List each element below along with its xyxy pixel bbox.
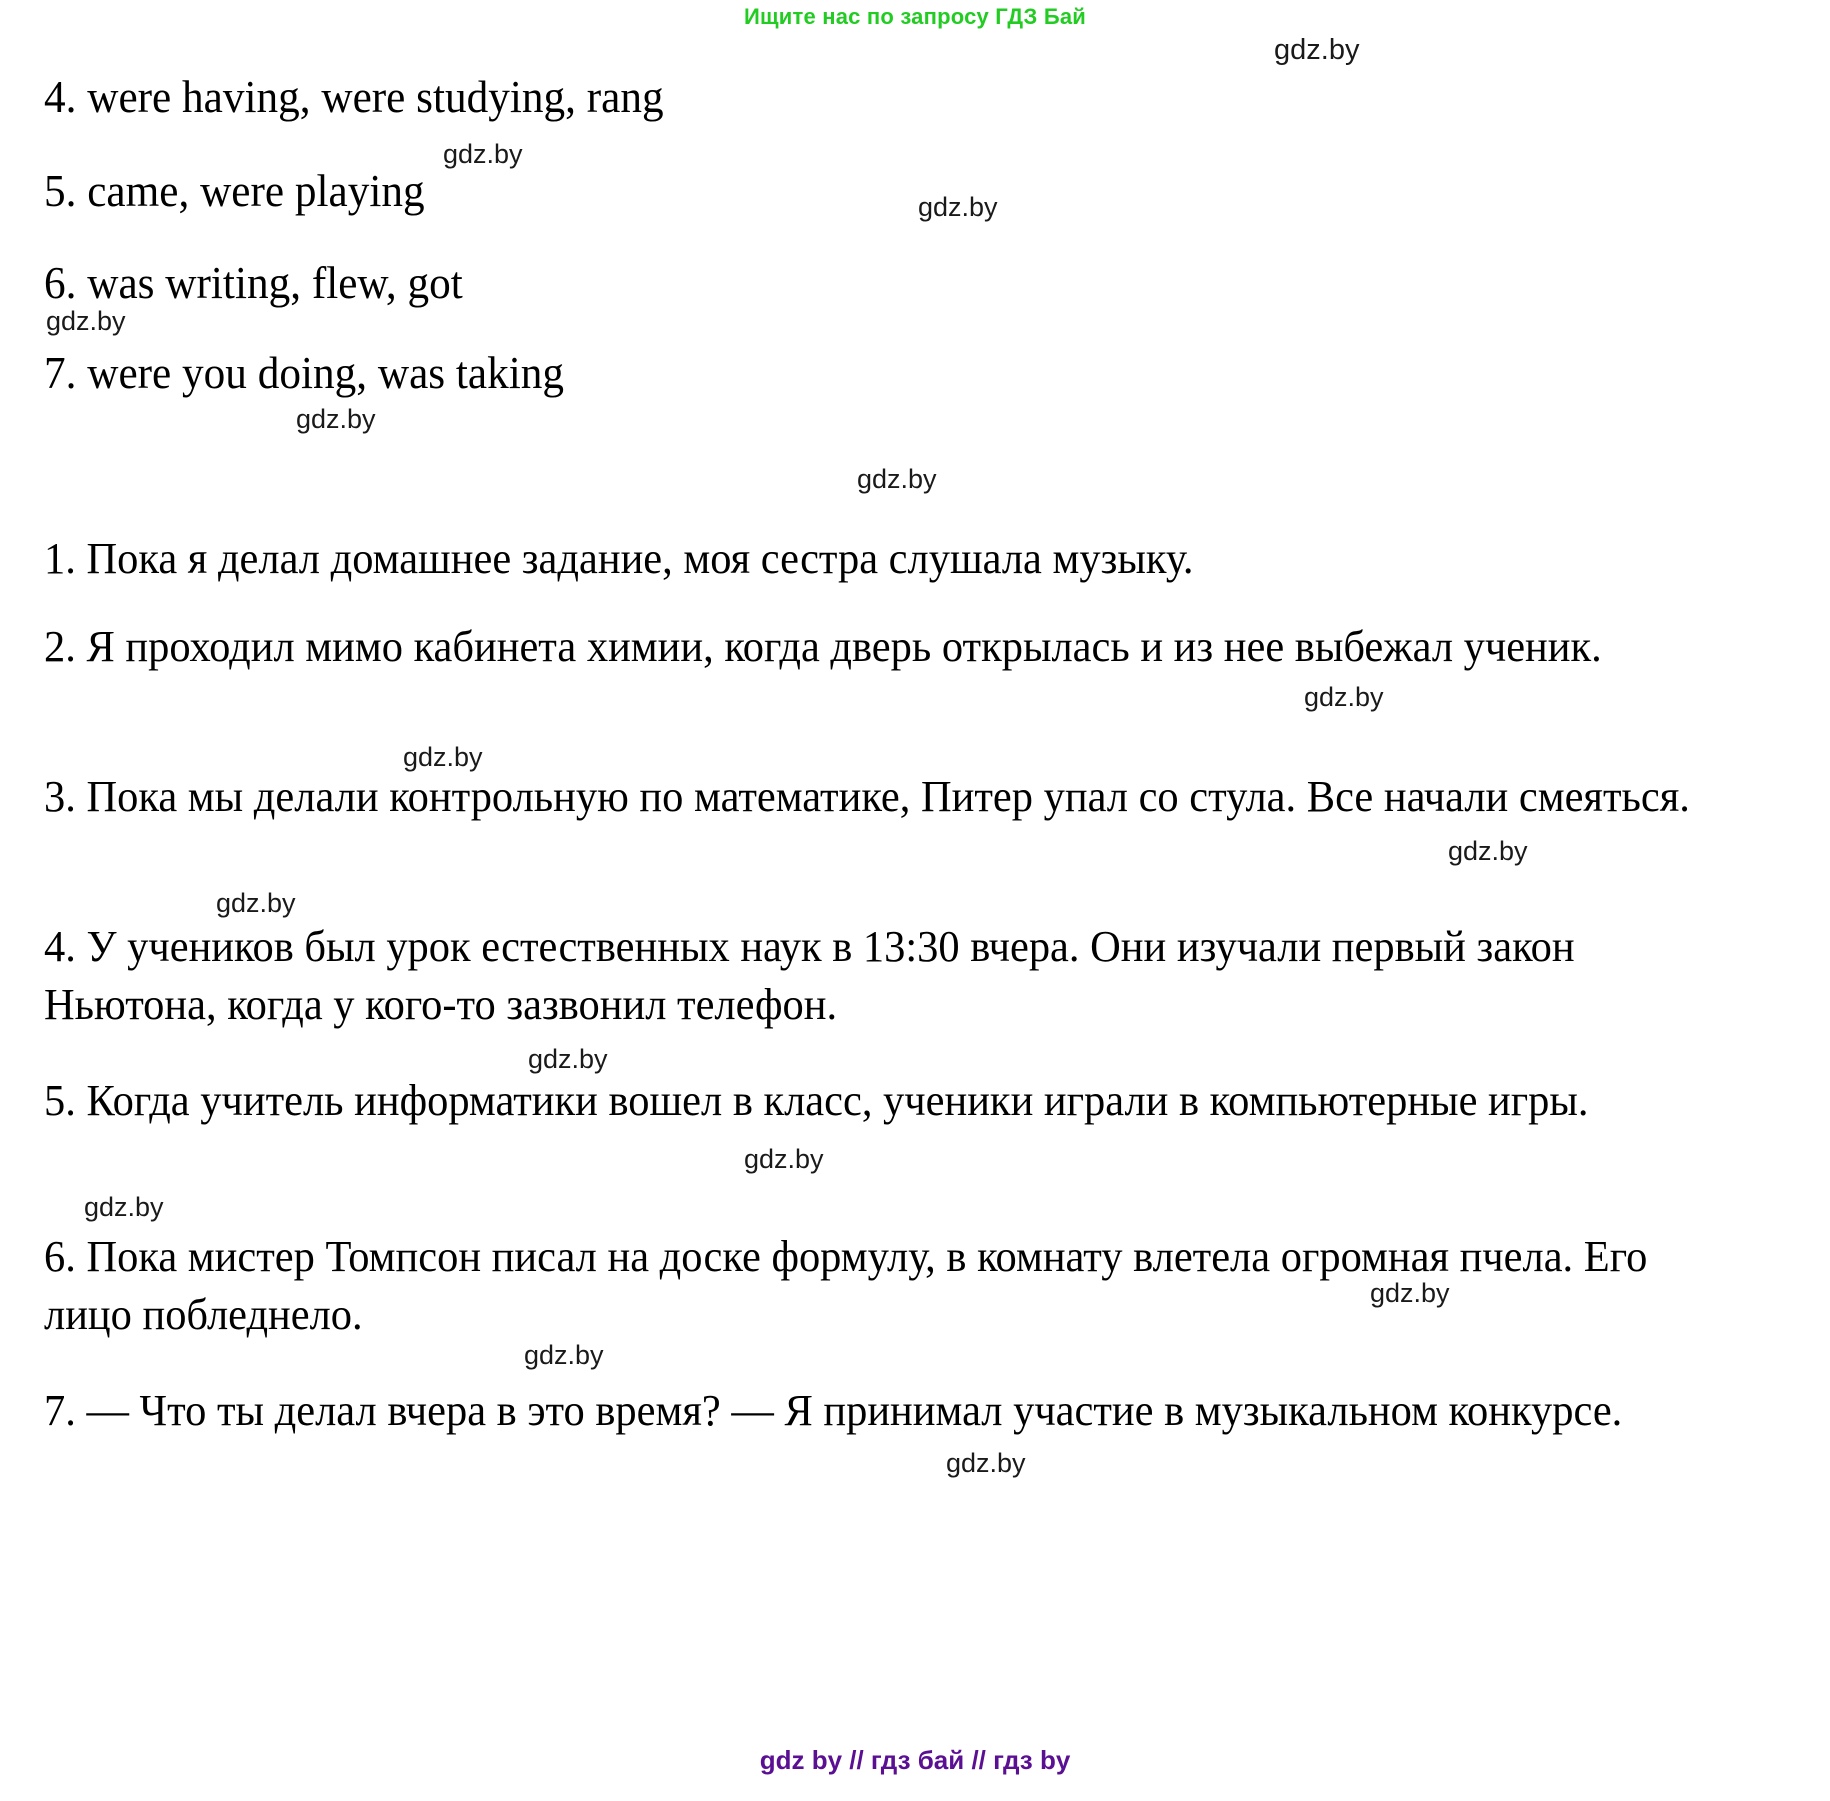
watermark: gdz.by xyxy=(296,404,376,434)
russian-translation-4: 4. У учеников был урок естественных наук в 13:30 вчера. Они изучали первый закон Ньютона, когда у кого-то зазвонил телефон. xyxy=(44,922,1575,1030)
english-answer-6: 6. was writing, flew, got xyxy=(44,257,463,308)
watermark: gdz.by xyxy=(46,306,126,336)
watermark: gdz.by xyxy=(918,192,998,222)
watermark: gdz.by xyxy=(216,888,296,918)
russian-translation-2: 2. Я проходил мимо кабинета химии, когда дверь открылась и из нее выбежал ученик. xyxy=(44,622,1602,671)
english-answer-7: 7. were you doing, was taking xyxy=(44,347,564,398)
watermark: gdz.by xyxy=(1448,836,1528,866)
watermark: gdz.by xyxy=(524,1340,604,1370)
watermark: gdz.by xyxy=(403,742,483,772)
watermark: gdz.by xyxy=(1304,682,1384,712)
russian-translation-3: 3. Пока мы делали контрольную по математике, Питер упал со стула. Все начали смеяться. xyxy=(44,772,1690,821)
watermark: gdz.by xyxy=(443,139,523,169)
watermark: gdz.by xyxy=(1370,1278,1450,1308)
watermark: gdz.by xyxy=(528,1044,608,1074)
watermark: gdz.by xyxy=(744,1144,824,1174)
footer-branding: gdz by // гдз бай // гдз by xyxy=(759,1745,1071,1775)
russian-translation-5: 5. Когда учитель информатики вошел в класс, ученики играли в компьютерные игры. xyxy=(44,1076,1589,1125)
english-answer-5: 5. came, were playing xyxy=(44,165,425,216)
watermark: gdz.by xyxy=(1274,34,1360,66)
watermark: gdz.by xyxy=(84,1192,164,1222)
russian-translation-7: 7. — Что ты делал вчера в это время? — Я принимал участие в музыкальном конкурсе. xyxy=(44,1386,1623,1435)
russian-translation-6: 6. Пока мистер Томпсон писал на доске формулу, в комнату влетела огромная пчела. Его лицо побледнело. xyxy=(44,1232,1648,1340)
english-answer-4: 4. were having, were studying, rang xyxy=(44,71,664,122)
promo-banner: Ищите нас по запросу ГДЗ Бай xyxy=(743,4,1086,29)
watermark: gdz.by xyxy=(857,464,937,494)
russian-translation-1: 1. Пока я делал домашнее задание, моя сестра слушала музыку. xyxy=(44,534,1194,583)
watermark: gdz.by xyxy=(946,1448,1026,1478)
